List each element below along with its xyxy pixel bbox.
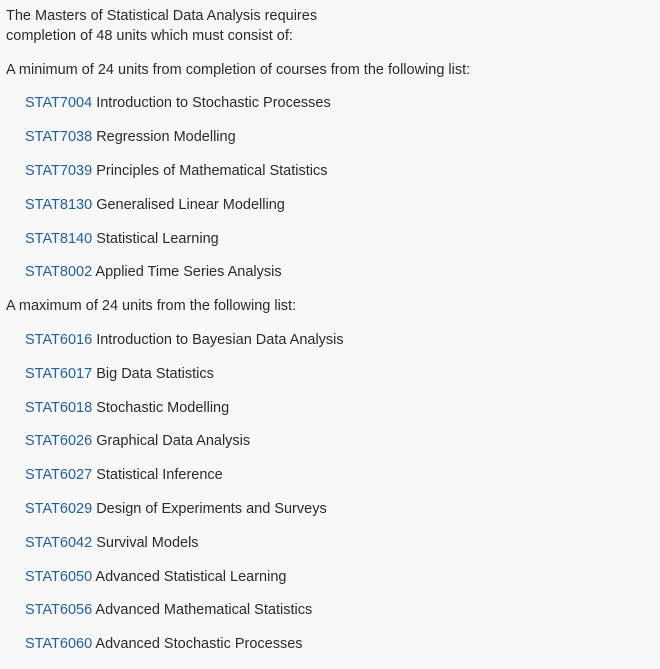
course-title: Introduction to Bayesian Data Analysis: [96, 332, 344, 348]
course-item: [25, 161, 327, 181]
maximum-units-heading: A maximum of 24 units from the following list:: [6, 298, 297, 314]
course-code-link[interactable]: STAT6050: [25, 569, 93, 585]
course-title: Advanced Stochastic Processes: [95, 636, 303, 652]
course-title: Graphical Data Analysis: [96, 433, 251, 449]
course-item: [25, 431, 250, 451]
course-title: Design of Experiments and Surveys: [96, 501, 327, 517]
minimum-units-heading: A minimum of 24 units from completion of courses from the following list:: [6, 62, 471, 78]
course-title: Statistical Learning: [96, 231, 219, 247]
intro-line-1: The Masters of Statistical Data Analysis requires: [6, 8, 318, 24]
course-code-link[interactable]: STAT6042: [25, 535, 93, 551]
course-title: Stochastic Modelling: [96, 400, 230, 416]
course-code-link[interactable]: STAT8130: [25, 197, 93, 213]
course-item: [25, 364, 214, 384]
course-code-link[interactable]: STAT6016: [25, 332, 93, 348]
course-code-link[interactable]: STAT7004: [25, 95, 93, 111]
course-title: Advanced Mathematical Statistics: [95, 602, 313, 618]
course-item: [25, 567, 286, 587]
course-code-link[interactable]: STAT8002: [25, 264, 93, 280]
course-title: Statistical Inference: [96, 467, 223, 483]
course-code-link[interactable]: STAT6026: [25, 433, 93, 449]
course-code-link[interactable]: STAT7039: [25, 163, 93, 179]
course-code-link[interactable]: STAT6027: [25, 467, 93, 483]
course-item: [25, 262, 282, 282]
course-item: [25, 330, 344, 350]
course-title: Generalised Linear Modelling: [96, 197, 285, 213]
course-item: [25, 93, 331, 113]
course-code-link[interactable]: STAT7038: [25, 129, 93, 145]
course-title: Applied Time Series Analysis: [95, 264, 282, 280]
course-code-link[interactable]: STAT8140: [25, 231, 93, 247]
course-item: [25, 634, 303, 654]
course-item: [25, 465, 223, 485]
course-code-link[interactable]: STAT6018: [25, 400, 93, 416]
course-item: [25, 127, 236, 147]
intro-line-2: completion of 48 units which must consist of:: [6, 28, 293, 44]
course-title: Survival Models: [96, 535, 199, 551]
program-requirements-intro: [6, 6, 366, 46]
course-item: [25, 195, 285, 215]
course-item: [25, 398, 229, 418]
course-code-link[interactable]: STAT6017: [25, 366, 93, 382]
course-title: Introduction to Stochastic Processes: [96, 95, 331, 111]
course-item: [25, 229, 219, 249]
course-title: Big Data Statistics: [96, 366, 214, 382]
course-code-link[interactable]: STAT6060: [25, 636, 93, 652]
course-title: Regression Modelling: [96, 129, 236, 145]
course-item: [25, 600, 312, 620]
course-title: Principles of Mathematical Statistics: [96, 163, 328, 179]
course-code-link[interactable]: STAT6056: [25, 602, 93, 618]
course-code-link[interactable]: STAT6029: [25, 501, 93, 517]
course-item: [25, 499, 327, 519]
course-item: [25, 533, 199, 553]
course-title: Advanced Statistical Learning: [95, 569, 287, 585]
